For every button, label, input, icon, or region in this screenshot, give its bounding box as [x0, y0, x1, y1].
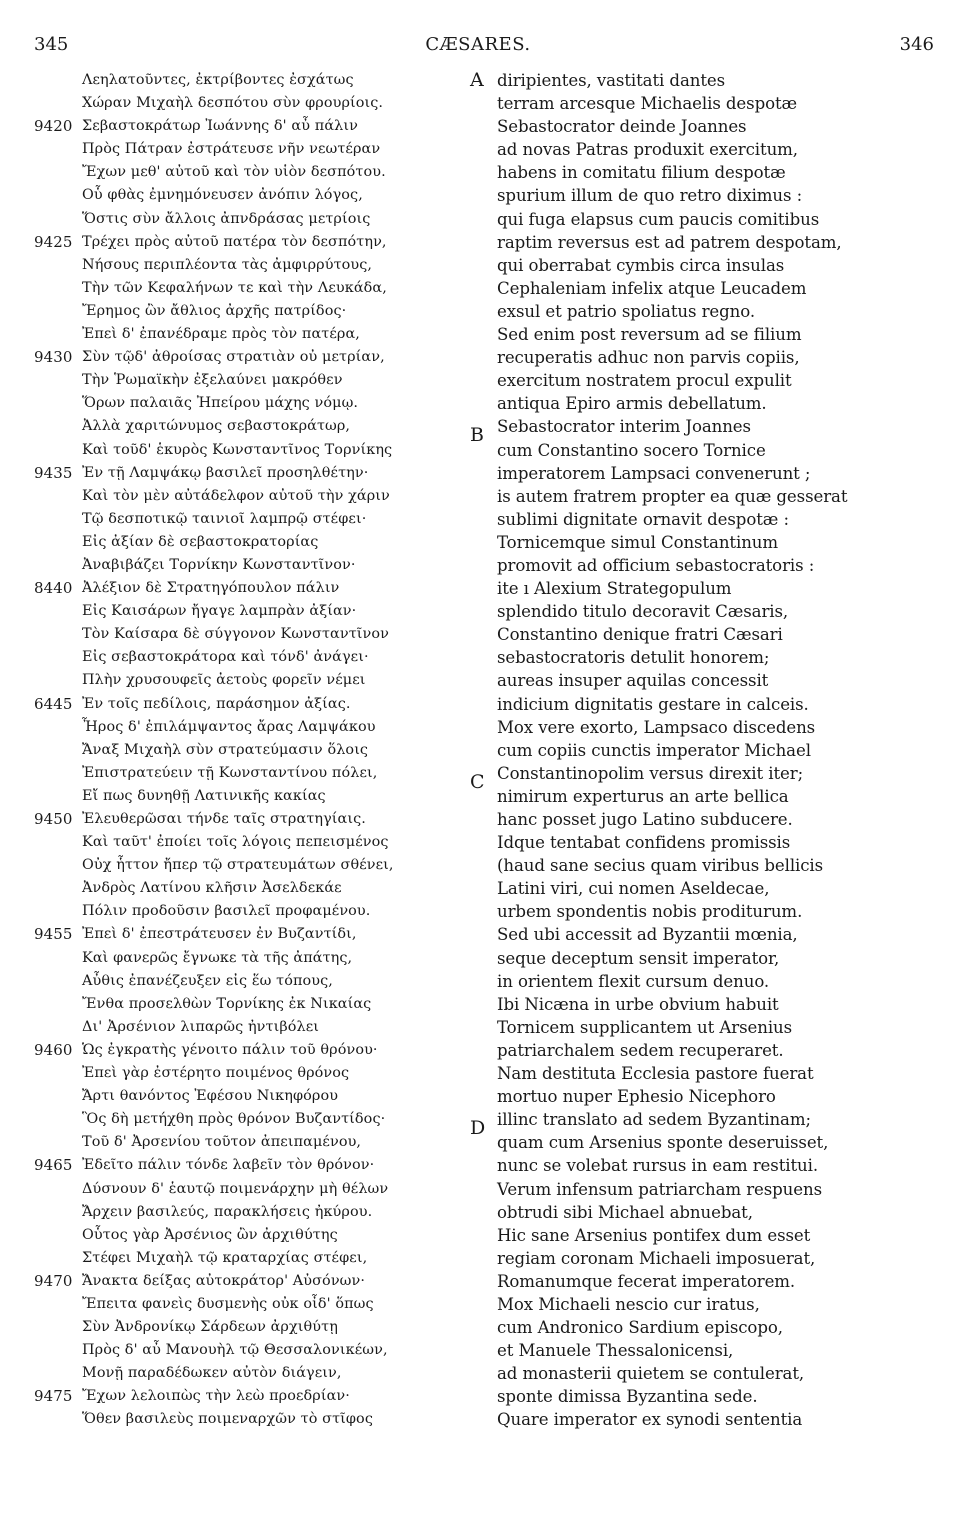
latin-line-text: splendido titulo decoravit Cæsaris,	[497, 602, 789, 622]
latin-line-text: qui fuga elapsus cum paucis comitibus	[497, 209, 820, 229]
section-marker: D	[470, 1117, 486, 1140]
greek-verse-line	[34, 831, 464, 854]
greek-verse-line	[34, 485, 464, 508]
greek-verse-text: Σὺν Ἀνδρονίκῳ Σάρδεων ἀρχιθύτῃ	[82, 1319, 338, 1336]
verse-number: 9420	[34, 117, 73, 136]
greek-verse-line	[34, 923, 464, 946]
greek-verse-text: Ὃς δὴ μετήχθη πρὸς θρόνον Βυζαντίδος·	[82, 1111, 386, 1128]
greek-verse-text: Ἔρημος ὢν ἄθλιος ἀρχῆς πατρίδος·	[82, 302, 347, 319]
greek-verse-line	[34, 231, 464, 254]
latin-translation-line	[470, 1131, 940, 1154]
greek-verse-line	[34, 508, 464, 531]
greek-verse-line	[34, 392, 464, 415]
latin-translation-line	[470, 184, 940, 207]
latin-line-text: Quare imperator ex synodi sententia	[497, 1410, 803, 1430]
greek-verse-line	[34, 877, 464, 900]
latin-line-text: Romanumque fecerat imperatorem.	[497, 1271, 796, 1291]
greek-verse-text: Ἄναξ Μιχαὴλ σὺν στρατεύμασιν ὅλοις	[82, 741, 369, 758]
section-marker: A	[470, 69, 484, 91]
latin-line-text: Constantinopolim versus direxit iter;	[497, 763, 804, 783]
verse-number: 9455	[34, 925, 73, 944]
verse-number: 9470	[34, 1271, 73, 1290]
latin-line-text: obtrudi sibi Michael abnuebat,	[497, 1202, 753, 1222]
latin-line-text: ite ı Alexium Strategopulum	[497, 579, 732, 599]
latin-line-text: nimirum experturus an arte bellica	[497, 786, 789, 806]
greek-verse-text: Εἰς ἀξίαν δὲ σεβαστοκρατορίας	[82, 533, 319, 550]
latin-translation-line	[470, 69, 940, 92]
greek-verse-line	[34, 161, 464, 184]
latin-line-text: is autem fratrem propter ea quæ gesserat	[497, 486, 848, 506]
latin-line-text: Mox Michaeli nescio cur iratus,	[497, 1294, 760, 1314]
latin-translation-line	[470, 1293, 940, 1316]
greek-verse-line	[34, 138, 464, 161]
latin-line-text: nunc se volebat rursus in eam restitui.	[497, 1156, 819, 1176]
greek-verse-text: Σὺν τῷδ' ἀθροίσας στρατιὰν οὐ μετρίαν,	[82, 349, 385, 366]
latin-line-text: Tornicem supplicantem ut Arsenius	[497, 1017, 793, 1037]
latin-translation-line	[470, 415, 940, 447]
greek-verse-text: Χώραν Μιχαὴλ δεσπότου σὺν φρουρίοις.	[82, 95, 384, 112]
latin-translation-line	[470, 531, 940, 554]
greek-verse-line	[34, 92, 464, 115]
greek-verse-line	[34, 716, 464, 739]
greek-verse-text: Πλὴν χρυσουφεῖς ἀετοὺς φορεῖν νέμει	[82, 672, 366, 689]
latin-translation-line	[470, 854, 940, 877]
latin-translation-line	[470, 947, 940, 970]
latin-translation-line	[470, 877, 940, 900]
section-marker: C	[470, 770, 485, 793]
greek-verse-text: Δύσνουν δ' ἑαυτῷ ποιμενάρχην μὴ θέλων	[82, 1180, 389, 1197]
greek-verse-line	[34, 300, 464, 323]
page-number-left: 345	[34, 34, 69, 55]
greek-verse-line	[34, 854, 464, 877]
greek-verse-line	[34, 439, 464, 462]
latin-translation-line	[470, 693, 940, 716]
latin-translation-line	[470, 231, 940, 254]
latin-line-text: et Manuele Thessalonicensi,	[497, 1341, 734, 1361]
latin-translation-line	[470, 1408, 940, 1431]
verse-number: 9460	[34, 1040, 73, 1059]
latin-line-text: diripientes, vastitati dantes	[497, 71, 726, 90]
latin-translation-line	[470, 300, 940, 323]
latin-translation-line	[470, 716, 940, 739]
latin-translation-line	[470, 577, 940, 600]
greek-verse-line	[34, 462, 464, 485]
greek-verse-text: Ἔπειτα φανεὶς δυσμενὴς οὐκ οἶδ' ὅπως	[82, 1295, 374, 1312]
greek-verse-text: Νήσους περιπλέοντα τὰς ἀμφιρρύτους,	[82, 256, 373, 273]
latin-translation-line	[470, 1016, 940, 1039]
greek-verse-line	[34, 762, 464, 785]
greek-verse-line	[34, 600, 464, 623]
greek-verse-text: Ἐλευθερῶσαι τήνδε ταῖς στρατηγίαις.	[82, 811, 366, 827]
verse-number: 9450	[34, 810, 73, 828]
greek-verse-line	[34, 531, 464, 554]
running-title: CÆSARES.	[425, 34, 531, 55]
latin-translation-line	[470, 600, 940, 623]
latin-line-text: qui oberrabat cymbis circa insulas	[497, 255, 785, 275]
latin-translation-line	[470, 669, 940, 692]
greek-verse-line	[34, 1362, 464, 1385]
greek-verse-line	[34, 785, 464, 808]
greek-verse-text: Εἰς σεβαστοκράτορα καὶ τόνδ' ἀνάγει·	[82, 649, 369, 666]
latin-line-text: Sebastocrator deinde Joannes	[497, 117, 747, 137]
greek-verse-line	[34, 184, 464, 207]
greek-verse-text: Ἐδεῖτο πάλιν τόνδε λαβεῖν τὸν θρόνον·	[82, 1157, 375, 1174]
latin-translation-line	[470, 439, 940, 462]
latin-line-text: Hic sane Arsenius pontifex dum esset	[497, 1225, 811, 1245]
latin-translation-line	[470, 923, 940, 946]
greek-verse-line	[34, 1178, 464, 1201]
latin-line-text: Cephaleniam infelix atque Leucadem	[497, 278, 807, 298]
greek-verse-line	[34, 1316, 464, 1339]
latin-translation-line	[470, 1108, 940, 1140]
greek-verse-text: Ἔχων μεθ' αὐτοῦ καὶ τὸν υἱὸν δεσπότου.	[82, 164, 386, 181]
greek-verse-line	[34, 693, 464, 716]
latin-line-text: antiqua Epiro armis debellatum.	[497, 394, 767, 414]
latin-line-text: patriarchalem sedem recuperaret.	[497, 1040, 784, 1060]
greek-verse-text: Ὅστις σὺν ἄλλοις ἀπνδράσας μετρίοις	[82, 210, 371, 227]
latin-line-text: mortuo nuper Ephesio Nicephoro	[497, 1087, 776, 1107]
latin-line-text: Sed ubi accessit ad Byzantii mœnia,	[497, 925, 798, 945]
latin-translation-line	[470, 485, 940, 508]
latin-translation-line	[470, 1062, 940, 1085]
greek-verse-line	[34, 1270, 464, 1293]
greek-verse-text: Ἀνδρὸς Λατίνου κλῆσιν Ἀσελδεκάε	[82, 880, 342, 897]
greek-verse-text: Οὐχ ἧττον ἤπερ τῷ στρατευμάτων σθένει,	[82, 857, 394, 874]
latin-line-text: sebastocratoris detulit honorem;	[497, 648, 770, 668]
greek-verse-text: Στέφει Μιχαὴλ τῷ κραταρχίας στέφει,	[82, 1249, 368, 1266]
latin-translation-line	[470, 1362, 940, 1385]
latin-translation-line	[470, 808, 940, 831]
latin-translation-line	[470, 900, 940, 923]
latin-line-text: ad novas Patras produxit exercitum,	[497, 140, 798, 160]
greek-verse-text: Ὅρων παλαιᾶς Ἠπείρου μάχης νόμῳ.	[82, 395, 359, 412]
latin-line-text: cum copiis cunctis imperator Michael	[497, 740, 811, 760]
latin-translation-line	[470, 346, 940, 369]
greek-verse-text: Ἄνακτα δείξας αὐτοκράτορ' Αὐσόνων·	[82, 1272, 366, 1289]
latin-translation-line	[470, 392, 940, 415]
latin-line-text: Latini viri, cui nomen Aseldecae,	[497, 879, 770, 899]
latin-line-text: cum Constantino socero Tornice	[497, 440, 766, 460]
latin-line-text: hanc posset jugo Latino subducere.	[497, 810, 793, 829]
greek-verse-text: Οὗ φθὰς ἐμνημόνευσεν ἀνόπιν λόγος,	[82, 187, 363, 204]
page-header	[0, 34, 956, 56]
greek-verse-line	[34, 208, 464, 231]
latin-line-text: sponte dimissa Byzantina sede.	[497, 1387, 758, 1407]
latin-line-text: promovit ad officium sebastocratoris :	[497, 555, 815, 575]
greek-verse-text: Πόλιν προδοῦσιν βασιλεῖ προφαμένου.	[82, 903, 371, 920]
greek-verse-line	[34, 646, 464, 669]
greek-verse-text: Καὶ τὸν μὲν αὐτάδελφον αὐτοῦ τὴν χάριν	[82, 487, 390, 504]
latin-line-text: Idque tentabat confidens promissis	[497, 833, 791, 853]
greek-verse-text: Ἔνθα προσελθὼν Τορνίκης ἐκ Νικαίας	[82, 995, 372, 1012]
latin-translation-line	[470, 1247, 940, 1270]
latin-translation-line	[470, 323, 940, 346]
greek-verse-line	[34, 970, 464, 993]
greek-verse-text: Ἀλλὰ χαριτώνυμος σεβαστοκράτωρ,	[82, 418, 351, 435]
latin-translation-line	[470, 92, 940, 115]
greek-verse-text: Ἀναβιβάζει Τορνίκην Κωνσταντῖνον·	[82, 556, 356, 573]
greek-verse-text: Μονῇ παραδέδωκεν αὐτὸν διάγειν,	[82, 1365, 342, 1382]
latin-line-text: habens in comitatu filium despotæ	[497, 163, 786, 183]
greek-verse-line	[34, 69, 464, 92]
greek-verse-line	[34, 1108, 464, 1131]
greek-verse-text: Ἐν τῇ Λαμψάκῳ βασιλεῖ προσηλθέτην·	[82, 464, 369, 481]
greek-verse-text: Δι' Ἀρσένιον λιπαρῶς ἠντιβόλει	[82, 1018, 320, 1035]
greek-verse-line	[34, 947, 464, 970]
greek-verse-text: Πρὸς Πάτραν ἐστράτευσε νῆν νεωτέραν	[82, 141, 381, 158]
greek-verse-line	[34, 577, 464, 600]
greek-verse-line	[34, 1016, 464, 1039]
greek-verse-line	[34, 739, 464, 762]
greek-verse-line	[34, 900, 464, 923]
greek-verse-line	[34, 1385, 464, 1408]
latin-translation-line	[470, 1178, 940, 1201]
greek-verse-line	[34, 369, 464, 392]
latin-line-text: Constantino denique fratri Cæsari	[497, 625, 783, 645]
greek-verse-text: Τρέχει πρὸς αὐτοῦ πατέρα τὸν δεσπότην,	[82, 233, 387, 250]
greek-verse-line	[34, 1224, 464, 1247]
greek-verse-line	[34, 1131, 464, 1154]
latin-translation-line	[470, 785, 940, 808]
greek-verse-line	[34, 1247, 464, 1270]
greek-verse-text: Σεβαστοκράτωρ Ἰωάννης δ' αὖ πάλιν	[82, 118, 358, 135]
latin-line-text: in orientem flexit cursum denuo.	[497, 971, 770, 991]
latin-translation-line	[470, 369, 940, 392]
greek-verse-text: Λεηλατοῦντες, ἐκτρίβοντες ἐσχάτως	[82, 72, 354, 88]
greek-verse-text: Τὴν τῶν Κεφαλήνων τε καὶ τὴν Λευκάδα,	[82, 279, 387, 296]
greek-verse-text: Τοῦ δ' Ἀρσενίου τοῦτον ἀπειπαμένου,	[82, 1134, 362, 1151]
latin-line-text: spurium illum de quo retro diximus :	[497, 186, 803, 206]
latin-translation-line	[470, 277, 940, 300]
latin-line-text: indicium dignitatis gestare in calceis.	[497, 694, 809, 714]
latin-line-text: exercitum nostratem procul expulit	[497, 371, 792, 391]
greek-verse-text: Ἐπιστρατεύειν τῇ Κωνσταντίνου πόλει,	[82, 764, 378, 781]
greek-verse-line	[34, 254, 464, 277]
greek-verse-line	[34, 808, 464, 831]
greek-verse-text: Ἄρτι θανόντος Ἐφέσου Νικηφόρου	[82, 1088, 339, 1105]
latin-translation-line	[470, 1085, 940, 1108]
latin-line-text: aureas insuper aquilas concessit	[497, 671, 769, 691]
greek-verse-line	[34, 993, 464, 1016]
verse-number: 9430	[34, 348, 73, 367]
verse-number: 9465	[34, 1156, 73, 1175]
greek-verse-line	[34, 277, 464, 300]
latin-line-text: urbem spondentis nobis proditurum.	[497, 902, 803, 922]
latin-translation-line	[470, 508, 940, 531]
greek-verse-text: Τὸν Καίσαρα δὲ σύγγονον Κωνσταντῖνον	[82, 626, 389, 643]
greek-verse-text: Ἄρχειν βασιλεύς, παρακλήσεις ἠκύρου.	[82, 1203, 373, 1220]
latin-translation-line	[470, 1154, 940, 1177]
latin-line-text: terram arcesque Michaelis despotæ	[497, 94, 798, 114]
greek-verse-line	[34, 1062, 464, 1085]
latin-translation-line	[470, 138, 940, 161]
greek-verse-text: Ἐν τοῖς πεδίλοις, παράσημον ἀξίας.	[82, 695, 351, 712]
latin-line-text: Nam destituta Ecclesia pastore fuerat	[497, 1064, 814, 1084]
greek-verse-line	[34, 1201, 464, 1224]
greek-verse-line	[34, 115, 464, 138]
latin-translation-line	[470, 462, 940, 485]
greek-verse-text: Εἴ πως δυνηθῇ Λατινικῆς κακίας	[82, 787, 326, 804]
latin-translation-line	[470, 762, 940, 793]
latin-line-text: Sebastocrator interim Joannes	[497, 417, 751, 437]
greek-verse-text: Ἐπεὶ γὰρ ἐστέρητο ποιμένος θρόνος	[82, 1065, 350, 1082]
greek-verse-text: Εἰς Καισάρων ἤγαγε λαμπρὰν ἀξίαν·	[82, 603, 357, 620]
latin-translation-line	[470, 554, 940, 577]
latin-line-text: regiam coronam Michaeli imposuerat,	[497, 1248, 816, 1268]
greek-verse-line	[34, 623, 464, 646]
greek-verse-line	[34, 1085, 464, 1108]
page-number-right: 346	[899, 34, 934, 55]
latin-translation-line	[470, 623, 940, 646]
greek-verse-text: Καὶ φανερῶς ἔγνωκε τὰ τῆς ἀπάτης,	[82, 949, 353, 966]
latin-translation-line	[470, 831, 940, 854]
latin-translation-line	[470, 970, 940, 993]
latin-line-text: Ibi Nicæna in urbe obvium habuit	[497, 994, 779, 1014]
section-marker: B	[470, 424, 484, 447]
greek-verse-line	[34, 1339, 464, 1362]
greek-verse-text: Τὴν Ῥωμαϊκὴν ἐξελαύνει μακρόθεν	[82, 372, 343, 389]
latin-translation-line	[470, 1039, 940, 1062]
greek-verse-text: Ὡς ἐγκρατὴς γένοιτο πάλιν τοῦ θρόνου·	[82, 1041, 378, 1058]
greek-verse-text: Τῷ δεσποτικῷ ταινιοῖ λαμπρῷ στέφει·	[82, 510, 367, 527]
greek-verse-line	[34, 1293, 464, 1316]
latin-line-text: cum Andronico Sardium episcopo,	[497, 1318, 783, 1338]
latin-translation-line	[470, 1270, 940, 1293]
greek-verse-line	[34, 669, 464, 692]
greek-verse-line	[34, 323, 464, 346]
greek-verse-line	[34, 554, 464, 577]
latin-translation-line	[470, 208, 940, 231]
greek-verse-line	[34, 346, 464, 369]
latin-translation-line	[470, 1224, 940, 1247]
latin-translation-line	[470, 115, 940, 138]
greek-verse-text: Οὗτος γὰρ Ἀρσένιος ὢν ἀρχιθύτης	[82, 1226, 338, 1243]
greek-verse-text: Καὶ τοῦδ' ἑκυρὸς Κωνσταντῖνος Τορνίκης	[82, 441, 393, 458]
greek-verse-text: Πρὸς δ' αὖ Μανουὴλ τῷ Θεσσαλονικέων,	[82, 1342, 388, 1359]
greek-verse-text: Ἐπεὶ δ' ἐπανέδραμε πρὸς τὸν πατέρα,	[82, 326, 360, 343]
latin-line-text: exsul et patrio spoliatus regno.	[497, 301, 756, 321]
latin-line-text: sublimi dignitate ornavit despotæ :	[497, 509, 789, 529]
latin-translation-line	[470, 1339, 940, 1362]
greek-verse-line	[34, 1408, 464, 1431]
latin-translation-line	[470, 993, 940, 1016]
latin-line-text: Mox vere exorto, Lampsaco discedens	[497, 717, 816, 737]
verse-number: 6445	[34, 694, 73, 713]
latin-translation-column	[470, 69, 940, 1432]
latin-line-text: Verum infensum patriarcham respuens	[497, 1179, 822, 1199]
verse-number: 9425	[34, 232, 73, 251]
verse-number: 9475	[34, 1387, 73, 1406]
greek-text-column	[34, 69, 464, 1432]
latin-translation-line	[470, 161, 940, 184]
greek-verse-text: Ἐπεὶ δ' ἐπεστράτευσεν ἐν Βυζαντίδι,	[82, 926, 357, 943]
greek-verse-line	[34, 415, 464, 438]
verse-number: 9435	[34, 463, 73, 482]
latin-line-text: illinc translato ad sedem Byzantinam;	[497, 1110, 811, 1130]
latin-line-text: seque deceptum sensit imperator,	[497, 948, 780, 968]
latin-translation-line	[470, 1385, 940, 1408]
latin-line-text: recuperatis adhuc non parvis copiis,	[497, 348, 800, 368]
greek-verse-line	[34, 1039, 464, 1062]
greek-verse-text: Αὖθις ἐπανέζευξεν εἰς ἕω τόπους,	[82, 972, 333, 989]
latin-translation-line	[470, 739, 940, 762]
latin-translation-line	[470, 646, 940, 669]
latin-line-text: (haud sane secius quam viribus bellicis	[497, 856, 824, 876]
verse-number: 8440	[34, 579, 73, 598]
greek-verse-line	[34, 1154, 464, 1177]
latin-translation-line	[470, 254, 940, 277]
latin-line-text: quam cum Arsenius sponte deseruisset,	[497, 1133, 829, 1153]
greek-verse-text: Ἦρος δ' ἐπιλάμψαντος ἄρας Λαμψάκου	[82, 718, 376, 735]
latin-translation-line	[470, 1316, 940, 1339]
greek-verse-text: Ἀλέξιον δὲ Στρατηγόπουλον πάλιν	[82, 580, 340, 597]
latin-line-text: ad monasterii quietem se contulerat,	[497, 1364, 805, 1384]
greek-verse-text: Ὅθεν βασιλεὺς ποιμεναρχῶν τὸ στῖφος	[82, 1411, 373, 1428]
latin-translation-line	[470, 1201, 940, 1224]
latin-line-text: imperatorem Lampsaci convenerunt ;	[497, 463, 811, 483]
latin-line-text: Tornicemque simul Constantinum	[497, 532, 778, 552]
latin-line-text: Sed enim post reversum ad se filium	[497, 325, 802, 345]
greek-verse-text: Καὶ ταῦτ' ἐποίει τοῖς λόγοις πεπεισμένος	[82, 834, 389, 851]
latin-line-text: raptim reversus est ad patrem despotam,	[497, 232, 842, 252]
greek-verse-text: Ἔχων λελοιπὼς τὴν λεὼ προεδρίαν·	[82, 1388, 350, 1405]
